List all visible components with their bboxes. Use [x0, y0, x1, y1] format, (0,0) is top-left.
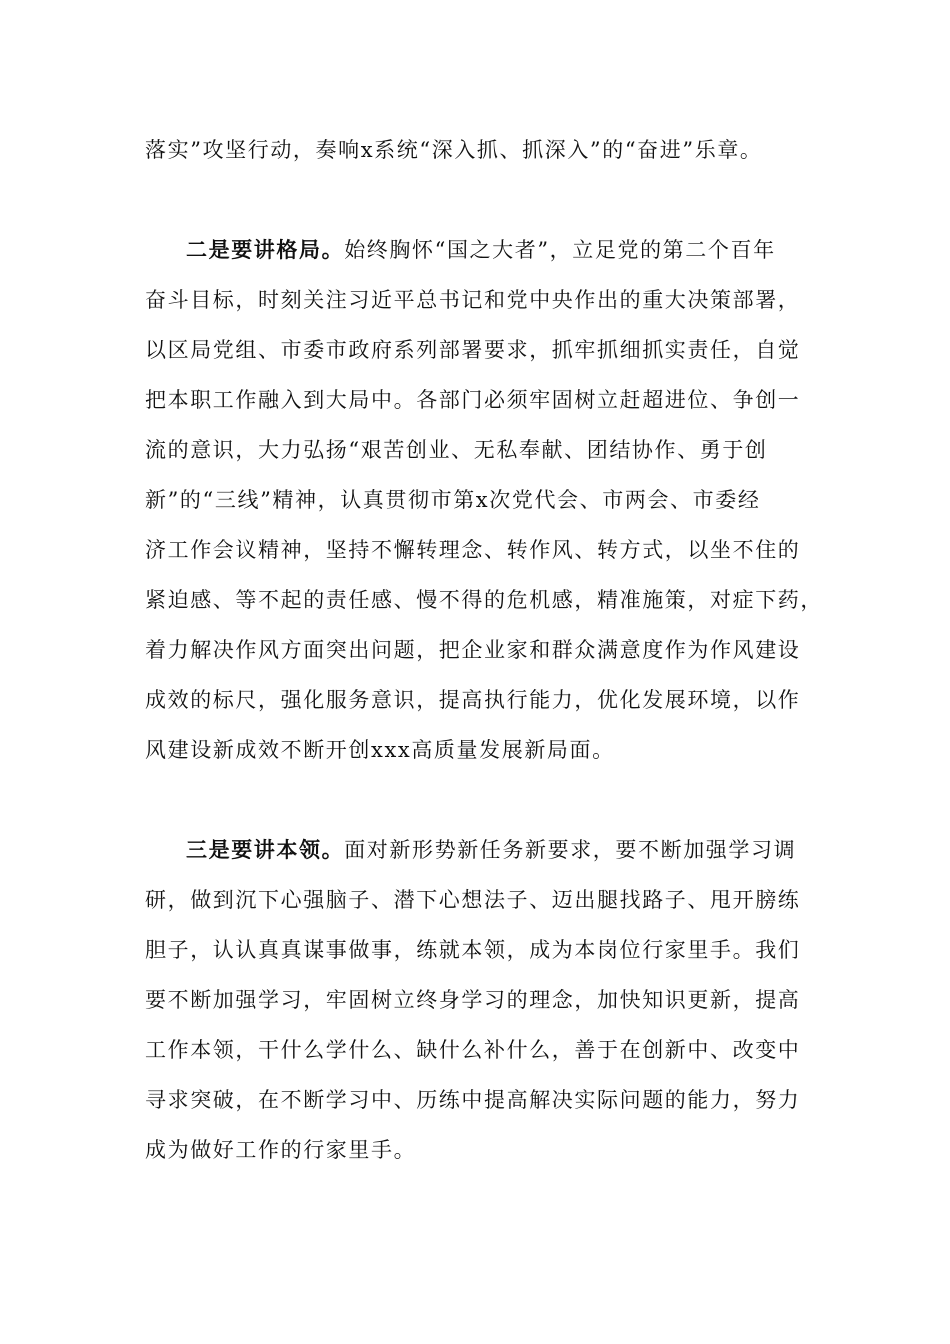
paragraph-2-line-4: 把本职工作融入到大局中。各部门必须牢固树立赶超进位、争创一	[145, 388, 801, 412]
paragraph-2-line-6: 新”的“三线”精神，认真贯彻市第x次党代会、市两会、市委经	[145, 488, 761, 512]
paragraph-2-line-8: 紧迫感、等不起的责任感、慢不得的危机感，精准施策，对症下药，	[145, 588, 823, 612]
paragraph-2-line-9: 着力解决作风方面突出问题，把企业家和群众满意度作为作风建设	[145, 638, 801, 662]
paragraph-3-heading: 三是要讲本领。	[186, 837, 345, 862]
paragraph-2-line-10: 成效的标尺，强化服务意识，提高执行能力，优化发展环境，以作	[145, 688, 801, 712]
paragraph-2-line-2: 奋斗目标，时刻关注习近平总书记和党中央作出的重大决策部署，	[145, 288, 801, 312]
paragraph-2-line-1-text: 始终胸怀“国之大者”，立足党的第二个百年	[344, 238, 776, 262]
paragraph-3-line-3: 胆子，认认真真谋事做事，练就本领，成为本岗位行家里手。我们	[145, 938, 801, 962]
paragraph-2-heading: 二是要讲格局。	[186, 237, 345, 262]
paragraph-3-line-4: 要不断加强学习，牢固树立终身学习的理念，加快知识更新，提高	[145, 988, 801, 1012]
paragraph-3-line-7: 成为做好工作的行家里手。	[145, 1138, 417, 1162]
paragraph-3-line-1-text: 面对新形势新任务新要求，要不断加强学习调	[344, 838, 797, 862]
paragraph-2-line-1	[186, 235, 776, 265]
paragraph-2-line-11: 风建设新成效不断开创xxx高质量发展新局面。	[145, 738, 615, 762]
paragraph-2-line-7: 济工作会议精神，坚持不懈转理念、转作风、转方式，以坐不住的	[145, 538, 801, 562]
paragraph-3-line-6: 寻求突破，在不断学习中、历练中提高解决实际问题的能力，努力	[145, 1088, 801, 1112]
paragraph-3-line-5: 工作本领，干什么学什么、缺什么补什么，善于在创新中、改变中	[145, 1038, 801, 1062]
paragraph-1-line-1: 落实”攻坚行动，奏响x系统“深入抓、抓深入”的“奋进”乐章。	[145, 138, 763, 162]
paragraph-3-line-2: 研，做到沉下心强脑子、潜下心想法子、迈出腿找路子、甩开膀练	[145, 888, 801, 912]
paragraph-3-line-1	[186, 835, 796, 865]
paragraph-2-line-3: 以区局党组、市委市政府系列部署要求，抓牢抓细抓实责任，自觉	[145, 338, 801, 362]
paragraph-2-line-5: 流的意识，大力弘扬“艰苦创业、无私奉献、团结协作、勇于创	[145, 438, 768, 462]
